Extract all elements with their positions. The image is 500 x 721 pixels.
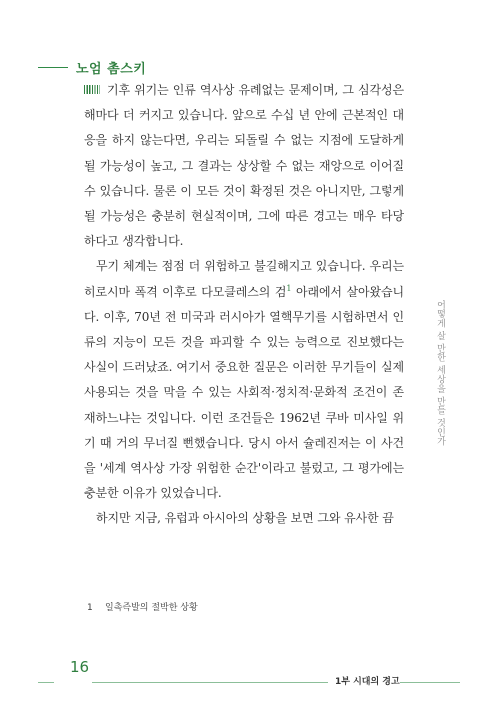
footnote-number: 1 (87, 603, 93, 613)
footnote-ref[interactable]: 1 (286, 283, 292, 293)
paragraph-text: 아래에서 살아왔습니다. 이후, 70년 전 미국과 러시아가 열핵무기를 시험하면서 인류의 지능이 모든 것을 파괴할 수 있는 능력으로 진보했다는 사실이 드러났죠. 여기서 중요한 질문은 이러한 무기들이 실제 사용되는 것을 막을 수 있는 사회적·정치적·문화적 조건이 존재하느냐는 것입니다. 이런 조건들은 1962년 쿠바 미사일 위기 때 거의 무너질 뻔했습니다. 당시 아서 슐레진저는 이 사건을 '세계 역사상 가장 위험한 순간'이라고 불렀고, 그 평가에는 충분한 이유가 있었습니다. (84, 284, 405, 501)
paragraph (84, 254, 404, 506)
page-number: 16 (70, 658, 90, 676)
footer-rule-left (38, 682, 54, 683)
paragraph (84, 78, 404, 254)
quote-mark-icon (84, 85, 100, 94)
paragraph-text: 기후 위기는 인류 역사상 유례없는 문제이며, 그 심각성은 해마다 더 커지고 있습니다. 앞으로 수십 년 안에 근본적인 대응을 하지 않는다면, 우리는 되돌릴 수 없는 지점에 도달하게 될 가능성이 높고, 그 결과는 상상할 수 없는 재앙으로 이어질 수 있습니다. 물론 이 모든 것이 확정된 것은 아니지만, 그렇게 될 가능성은 충분히 현실적이며, 그에 따른 경고는 매우 타당하다고 생각합니다. (84, 83, 404, 249)
footer-rule-right (400, 682, 460, 683)
body-text (84, 78, 404, 532)
speaker-heading (38, 58, 146, 77)
paragraph (84, 506, 404, 531)
running-footer: 1부 시대의 경고 (335, 677, 400, 687)
footnote (87, 600, 198, 613)
paragraph-text: 하지만 지금, 유럽과 아시아의 상황을 보면 그와 유사한 끔 (96, 511, 394, 526)
speaker-name: 노엄 촘스키 (76, 62, 147, 77)
footnote-text: 일촉즉발의 절박한 상황 (105, 603, 198, 613)
speaker-rule (38, 67, 68, 68)
footer-rule (92, 682, 328, 683)
side-title: 어떻게 살 만한 세상을 만들 것인가 (435, 300, 445, 447)
paragraph-text: 무기 체계는 점점 더 위험하고 불길해지고 있습니다. 우리는 히로시마 폭격 이후로 다모클레스의 검 (84, 259, 404, 299)
